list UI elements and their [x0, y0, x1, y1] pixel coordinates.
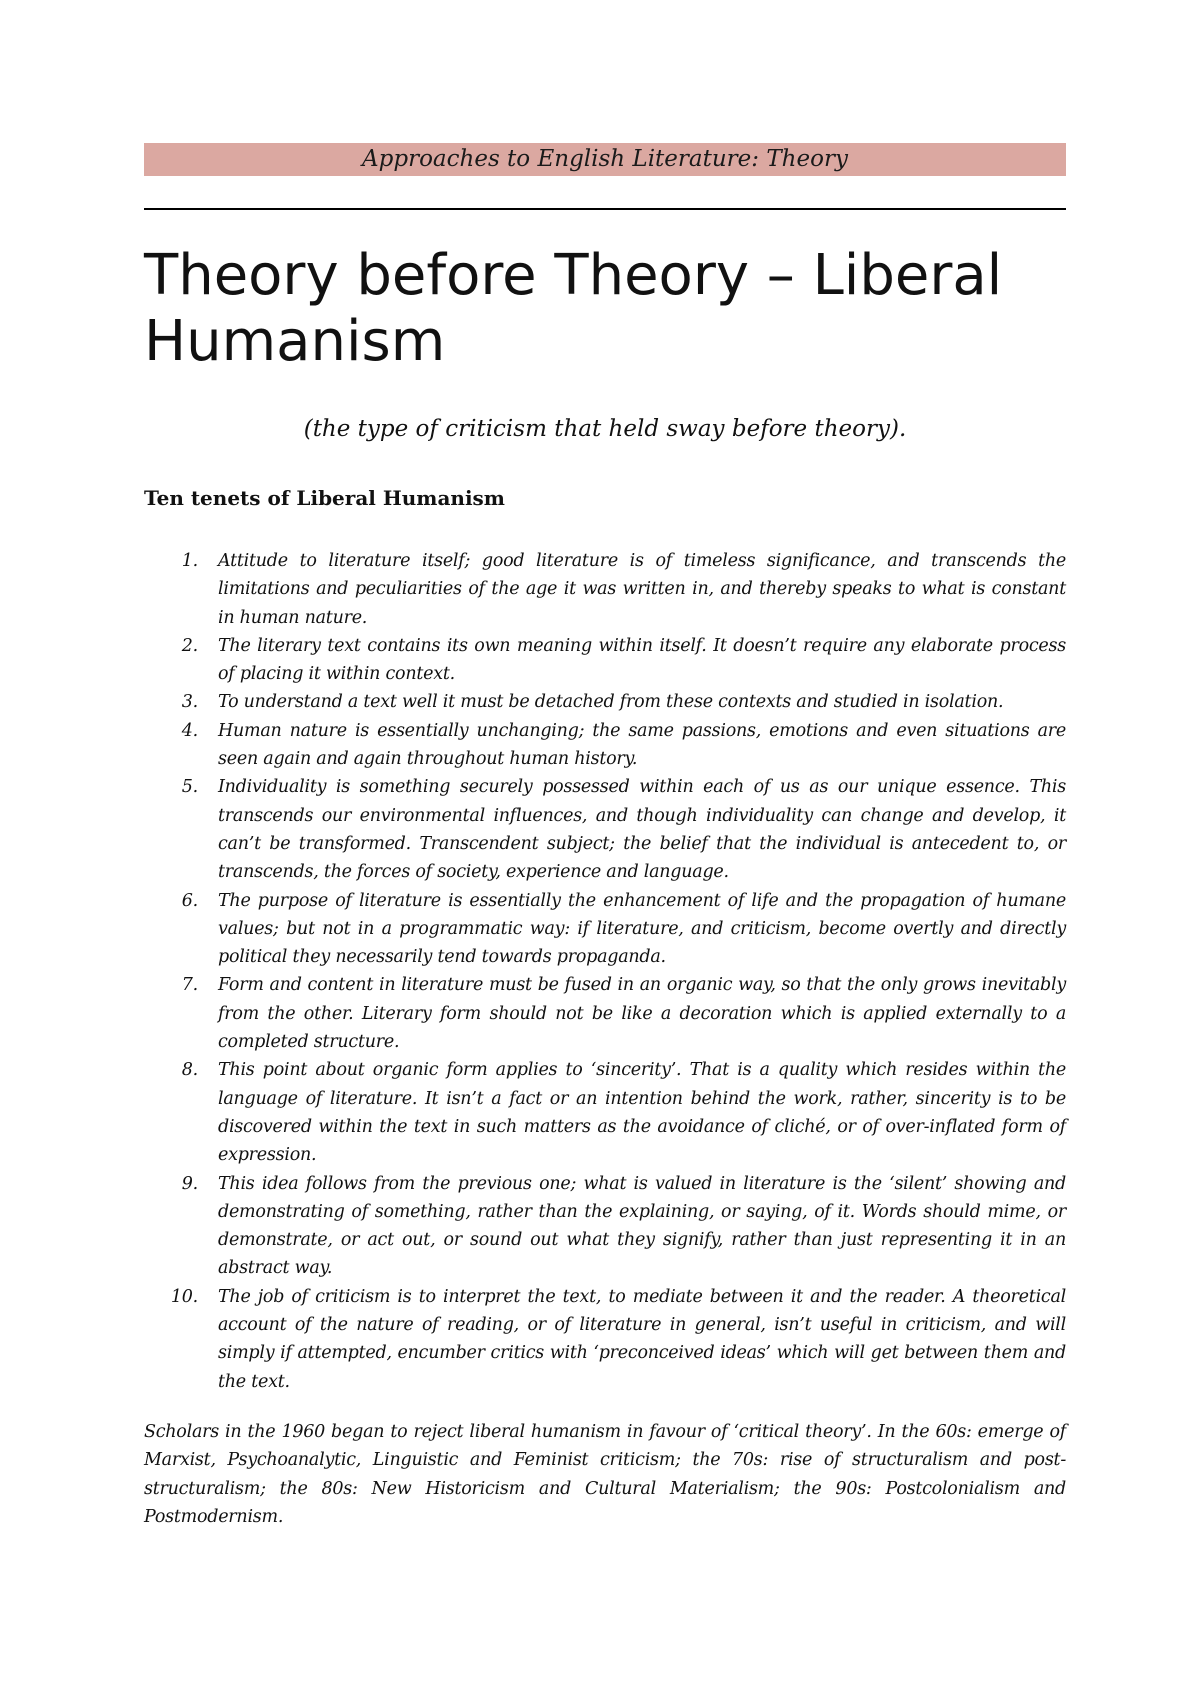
tenet-number: 1.	[181, 551, 198, 571]
page-subtitle: (the type of criticism that held sway before theory).	[303, 416, 907, 442]
tenets-list	[144, 547, 1066, 1396]
running-header-text: Approaches to English Literature: Theory	[362, 146, 848, 172]
tenet-number: 8.	[181, 1060, 198, 1081]
tenet-text: To understand a text well it must be detached from these contexts and studied in isolation.	[218, 692, 1004, 713]
tenet-text: The purpose of literature is essentially the enhancement of life and the propagation of humane values; but not in a programmatic way: if literature, and criticism, become overtly and directly political they necessarily tend towards propaganda.	[218, 890, 1066, 968]
tenet-item	[144, 632, 1066, 689]
tenet-text: The literary text contains its own meaning within itself. It doesn’t require any elaborate process of placing it within context.	[218, 635, 1066, 685]
page-title-line-2: Humanism	[144, 309, 446, 374]
tenet-item	[144, 717, 1066, 774]
page-title	[144, 243, 1066, 375]
tenet-number: 7.	[181, 975, 198, 996]
tenet-text: The job of criticism is to interpret the text, to mediate between it and the reader. A theoretical account of the nature of reading, or of literature in general, isn’t useful in criticism, and will simply if attempted, encumber critics with ‘preconceived ideas’ which will get between them and the text.	[218, 1286, 1066, 1392]
tenet-item	[144, 1170, 1066, 1283]
tenet-number: 3.	[181, 692, 198, 713]
tenet-number: 10.	[170, 1286, 198, 1307]
tenet-number: 2.	[181, 635, 198, 656]
tenet-text: Form and content in literature must be fused in an organic way, so that the only grows inevitably from the other. Literary form should not be like a decoration which is applied externally to a completed structure.	[218, 975, 1066, 1053]
running-header	[144, 143, 1066, 176]
tenet-item	[144, 688, 1066, 716]
tenet-text: Human nature is essentially unchanging; the same passions, emotions and even situations are seen again and again throughout human history.	[218, 720, 1066, 770]
tenet-number: 5.	[181, 777, 198, 798]
page-title-line-1: Theory before Theory – Liberal	[144, 243, 1003, 308]
tenet-item	[144, 1283, 1066, 1396]
tenet-number: 9.	[181, 1173, 198, 1194]
tenet-item	[144, 773, 1066, 886]
tenet-text: This point about organic form applies to ‘sincerity’. That is a quality which resides within the language of literature. It isn’t a fact or an intention behind the work, rather, sincerity is to be discovered within the text in such matters as the avoidance of cliché, or of over-inflated form of expression.	[218, 1060, 1066, 1166]
tenet-text: Individuality is something securely possessed within each of us as our unique essence. This transcends our environmental influences, and though individuality can change and develop, it can’t be transformed. Transcendent subject; the belief that the individual is antecedent to, or transcends, the forces of society, experience and language.	[218, 777, 1066, 883]
tenet-number: 6.	[181, 890, 198, 911]
closing-paragraph: Scholars in the 1960 began to reject liberal humanism in favour of ‘critical theory’. In the 60s: emerge of Marxist, Psychoanalytic, Linguistic and Feminist criticism; the 70s: rise of structuralism and post-structuralism; the 80s: New Historicism and Cultural Materialism; the 90s: Postcolonialism and Postmodernism.	[144, 1422, 1066, 1527]
tenet-item	[144, 887, 1066, 972]
tenet-item	[144, 971, 1066, 1056]
tenet-text: Attitude to literature itself; good literature is of timeless significance, and transcends the limitations and peculiarities of the age it was written in, and thereby speaks to what is constant in human nature.	[218, 551, 1066, 628]
tenet-item	[144, 547, 1066, 632]
tenet-text: This idea follows from the previous one; what is valued in literature is the ‘silent’ showing and demonstrating of something, rather than the explaining, or saying, of it. Words should mime, or demonstrate, or act out, or sound out what they signify, rather than just representing it in an abstract way.	[218, 1173, 1066, 1279]
section-heading: Ten tenets of Liberal Humanism	[144, 486, 505, 510]
header-rule	[144, 208, 1066, 210]
tenet-number: 4.	[181, 720, 198, 741]
tenet-item	[144, 1056, 1066, 1169]
